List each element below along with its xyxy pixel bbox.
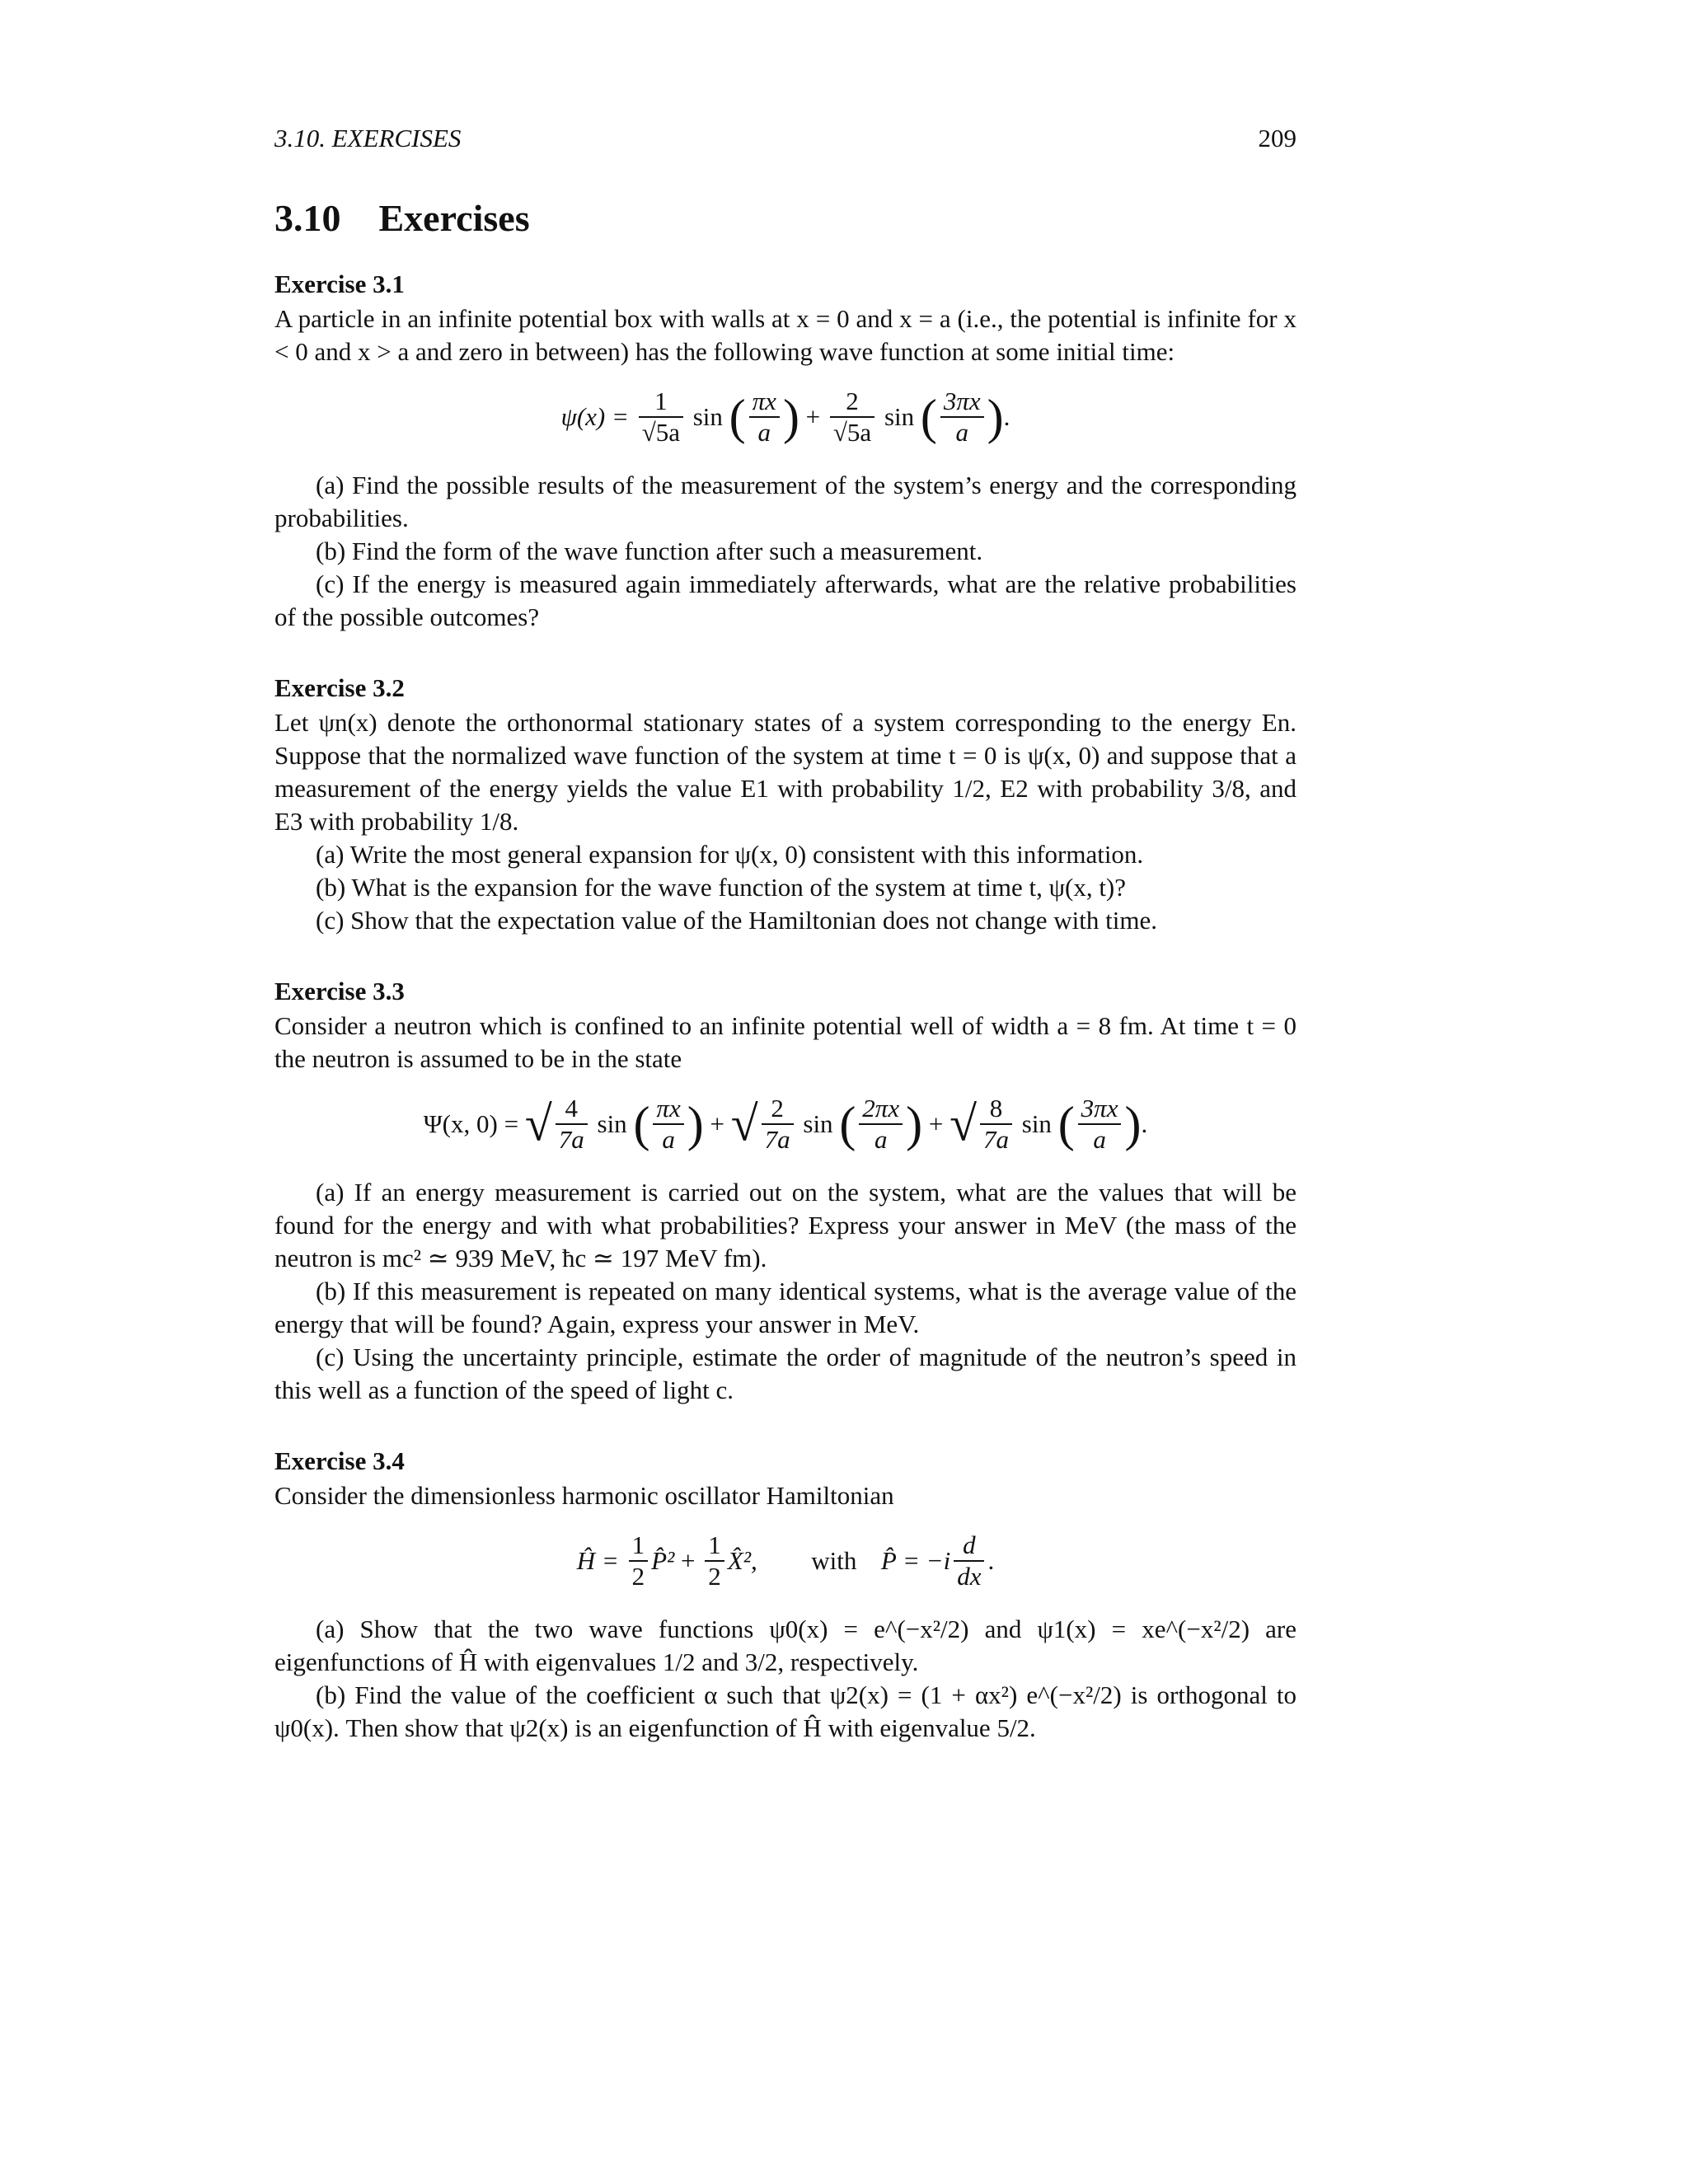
fraction: $\frac{2}{√5a}$ — [830, 387, 874, 448]
fraction: $\frac{8}{7a}$ — [980, 1094, 1012, 1155]
exercise-intro: Consider the dimensionless harmonic oscillator Hamiltonian — [274, 1481, 894, 1510]
fraction: $\frac{\pi x}{a}$ — [653, 1094, 683, 1155]
with-text: with — [811, 1546, 857, 1575]
plus-sign: + — [710, 1109, 724, 1138]
fraction: $\frac{3\pi x}{a}$ — [940, 387, 984, 448]
part-a: (a) Find the possible results of the measurement of the system’s energy and the corresponding probabilities. — [274, 471, 1296, 532]
running-title: 3.10. EXERCISES — [274, 124, 462, 152]
exercise-intro: A particle in an infinite potential box with walls at x = 0 and x = a (i.e., the potential is infinite for x < 0 and x > a and zero in between) has the following wave function at some initial time: — [274, 304, 1296, 366]
x-squared: X̂², — [727, 1546, 757, 1575]
part-b: (b) Find the form of the wave function after such a measurement. — [316, 537, 983, 565]
equation-hamiltonian — [274, 1530, 1296, 1591]
period: . — [1141, 1109, 1148, 1138]
sin-label: sin — [884, 402, 915, 431]
paren-close: ) — [687, 1097, 704, 1151]
equation-initial-state — [274, 1094, 1296, 1155]
equation-wavefunction — [274, 387, 1296, 448]
sin-label: sin — [692, 402, 723, 431]
sin-label: sin — [597, 1109, 627, 1138]
part-b: (b) What is the expansion for the wave function of the system at time t, ψ(x, t)? — [316, 873, 1127, 902]
paren-open: ( — [633, 1097, 650, 1151]
paren-open: ( — [1057, 1097, 1075, 1151]
part-a: (a) Show that the two wave functions ψ0(x) = e^(−x²/2) and ψ1(x) = xe^(−x²/2) are eigenfunctions of Ĥ with eigenvalues 1/2 and 3/2, respectively. — [274, 1615, 1296, 1676]
period: . — [1003, 402, 1010, 431]
page-number: 209 — [1258, 124, 1296, 152]
part-c: (c) Show that the expectation value of the Hamiltonian does not change with time. — [316, 906, 1157, 935]
part-b: (b) Find the value of the coefficient α such that ψ2(x) = (1 + αx²) e^(−x²/2) is orthogonal to ψ0(x). Then show that ψ2(x) is an eigenfunction of Ĥ with eigenvalue 5/2. — [274, 1680, 1296, 1742]
plus-sign: + — [805, 402, 821, 431]
section-heading — [274, 196, 1296, 240]
paren-close: ) — [987, 390, 1004, 444]
fraction: $\frac{3\pi x}{a}$ — [1078, 1094, 1122, 1155]
part-b: (b) If this measurement is repeated on many identical systems, what is the average value of the energy that will be found? Again, express your answer in MeV. — [274, 1277, 1296, 1338]
momentum-definition: P̂ = −i — [880, 1546, 951, 1575]
fraction: $\frac{1}{√5a}$ — [639, 387, 683, 448]
sqrt-sign: √ — [730, 1096, 758, 1151]
fraction: $\frac{2}{7a}$ — [762, 1094, 794, 1155]
sqrt-sign: √ — [524, 1096, 552, 1151]
exercise-3-4 — [274, 1446, 1296, 1745]
paren-open: ( — [839, 1097, 856, 1151]
exercise-3-1 — [274, 269, 1296, 634]
running-header — [274, 124, 1296, 165]
p-squared: P̂² — [651, 1546, 675, 1575]
sin-label: sin — [1021, 1109, 1052, 1138]
part-a: (a) Write the most general expansion for ψ(x, 0) consistent with this information. — [316, 840, 1144, 869]
exercise-title: Exercise 3.4 — [274, 1446, 405, 1475]
section-title: Exercises — [378, 197, 530, 239]
part-c: (c) If the energy is measured again immediately afterwards, what are the relative probabilities of the possible outcomes? — [274, 569, 1296, 631]
exercise-3-3 — [274, 977, 1296, 1407]
exercise-title: Exercise 3.1 — [274, 269, 405, 298]
exercise-intro: Let ψn(x) denote the orthonormal stationary states of a system corresponding to the energy En. Suppose that the normalized wave function of the system at time t = 0 is ψ(x, 0) and suppose that a measurement of the energy yields the value E1 with probability 1/2, E2 with probability 3/8, and E3 with probability 1/8. — [274, 708, 1296, 836]
exercise-3-2 — [274, 673, 1296, 937]
paren-close: ) — [1124, 1097, 1142, 1151]
period: . — [987, 1546, 995, 1575]
fraction: $\frac{2\pi x}{a}$ — [859, 1094, 903, 1155]
part-a: (a) If an energy measurement is carried out on the system, what are the values that will be found for the energy and with what probabilities? Express your answer in MeV (the mass of the neutron is mc² ≃ 939 MeV, ħc ≃ 197 MeV fm). — [274, 1178, 1296, 1272]
plus-sign: + — [928, 1109, 944, 1138]
exercise-title: Exercise 3.2 — [274, 673, 405, 702]
fraction: $\frac{d}{dx}$ — [954, 1530, 984, 1591]
plus-sign: + — [681, 1546, 696, 1575]
eq-lhs: ψ(x) = — [560, 402, 629, 431]
section-number: 3.10 — [274, 197, 341, 239]
fraction: $\frac{1}{2}$ — [629, 1530, 649, 1591]
paren-open: ( — [729, 390, 746, 444]
sqrt-sign: √ — [950, 1096, 977, 1151]
part-c: (c) Using the uncertainty principle, estimate the order of magnitude of the neutron’s speed in this well as a function of the speed of light c. — [274, 1343, 1296, 1404]
fraction: $\frac{1}{2}$ — [705, 1530, 724, 1591]
paren-open: ( — [920, 390, 937, 444]
sin-label: sin — [803, 1109, 833, 1138]
paren-close: ) — [906, 1097, 923, 1151]
fraction: $\frac{4}{7a}$ — [556, 1094, 588, 1155]
paren-close: ) — [782, 390, 799, 444]
page — [274, 124, 1296, 1784]
eq-lhs: Ĥ = — [576, 1546, 619, 1575]
fraction: $\frac{\pi x}{a}$ — [749, 387, 780, 448]
eq-lhs: Ψ(x, 0) = — [423, 1109, 519, 1138]
exercise-intro: Consider a neutron which is confined to an infinite potential well of width a = 8 fm. At time t = 0 the neutron is assumed to be in the state — [274, 1011, 1296, 1073]
exercise-title: Exercise 3.3 — [274, 977, 405, 1005]
